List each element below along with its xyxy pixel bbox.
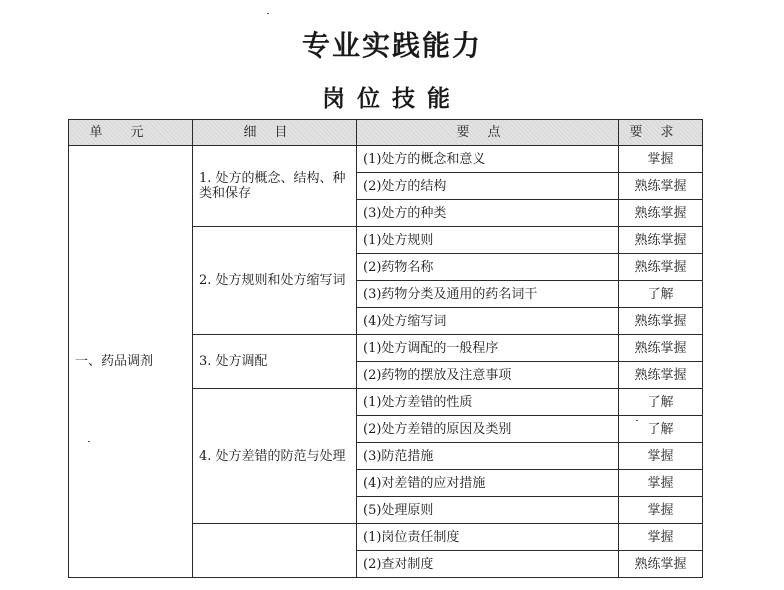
scan-speck	[636, 420, 638, 421]
point-cell: (1)处方差错的性质	[357, 389, 619, 416]
point-cell: (2)药物的摆放及注意事项	[357, 362, 619, 389]
requirement-cell: 掌握	[619, 470, 703, 497]
header-detail: 细目	[193, 120, 357, 146]
point-cell: (2)查对制度	[357, 551, 619, 578]
requirement-cell: 了解	[619, 389, 703, 416]
point-cell: (1)处方调配的一般程序	[357, 335, 619, 362]
requirement-cell: 熟练掌握	[619, 227, 703, 254]
requirement-cell: 熟练掌握	[619, 173, 703, 200]
point-cell: (4)对差错的应对措施	[357, 470, 619, 497]
point-cell: (2)处方的结构	[357, 173, 619, 200]
requirement-cell: 了解	[619, 281, 703, 308]
table-row	[69, 146, 703, 173]
requirement-cell: 熟练掌握	[619, 308, 703, 335]
requirement-cell: 了解	[619, 416, 703, 443]
requirement-cell: 掌握	[619, 497, 703, 524]
point-cell: (2)处方差错的原因及类别	[357, 416, 619, 443]
point-cell: (1)岗位责任制度	[357, 524, 619, 551]
page-title: 专业实践能力	[301, 29, 482, 62]
point-cell: (1)处方规则	[357, 227, 619, 254]
point-cell: (2)药物名称	[357, 254, 619, 281]
requirement-cell: 掌握	[619, 524, 703, 551]
requirement-cell: 熟练掌握	[619, 200, 703, 227]
point-cell: (4)处方缩写词	[357, 308, 619, 335]
table-body	[69, 146, 703, 578]
point-cell: (5)处理原则	[357, 497, 619, 524]
header-requirement: 要求	[619, 120, 703, 146]
detail-cell: 3. 处方调配	[193, 335, 357, 389]
header-points: 要点	[357, 120, 619, 146]
skills-table	[68, 119, 703, 578]
point-cell: (3)处方的种类	[357, 200, 619, 227]
section-title: 岗位技能	[322, 85, 462, 112]
point-cell: (3)防范措施	[357, 443, 619, 470]
header-unit: 单元	[69, 120, 193, 146]
detail-cell: 2. 处方规则和处方缩写词	[193, 227, 357, 335]
detail-cell	[193, 524, 357, 578]
requirement-cell: 掌握	[619, 146, 703, 173]
scan-speck	[267, 13, 269, 14]
requirement-cell: 熟练掌握	[619, 551, 703, 578]
scan-speck	[88, 441, 90, 442]
point-cell: (3)药物分类及通用的药名词干	[357, 281, 619, 308]
unit-cell: 一、药品调剂	[69, 146, 193, 578]
requirement-cell: 熟练掌握	[619, 362, 703, 389]
detail-cell: 1. 处方的概念、结构、种类和保存	[193, 146, 357, 227]
requirement-cell: 熟练掌握	[619, 335, 703, 362]
table-header-row	[69, 120, 703, 146]
requirement-cell: 掌握	[619, 443, 703, 470]
point-cell: (1)处方的概念和意义	[357, 146, 619, 173]
requirement-cell: 熟练掌握	[619, 254, 703, 281]
detail-cell: 4. 处方差错的防范与处理	[193, 389, 357, 524]
